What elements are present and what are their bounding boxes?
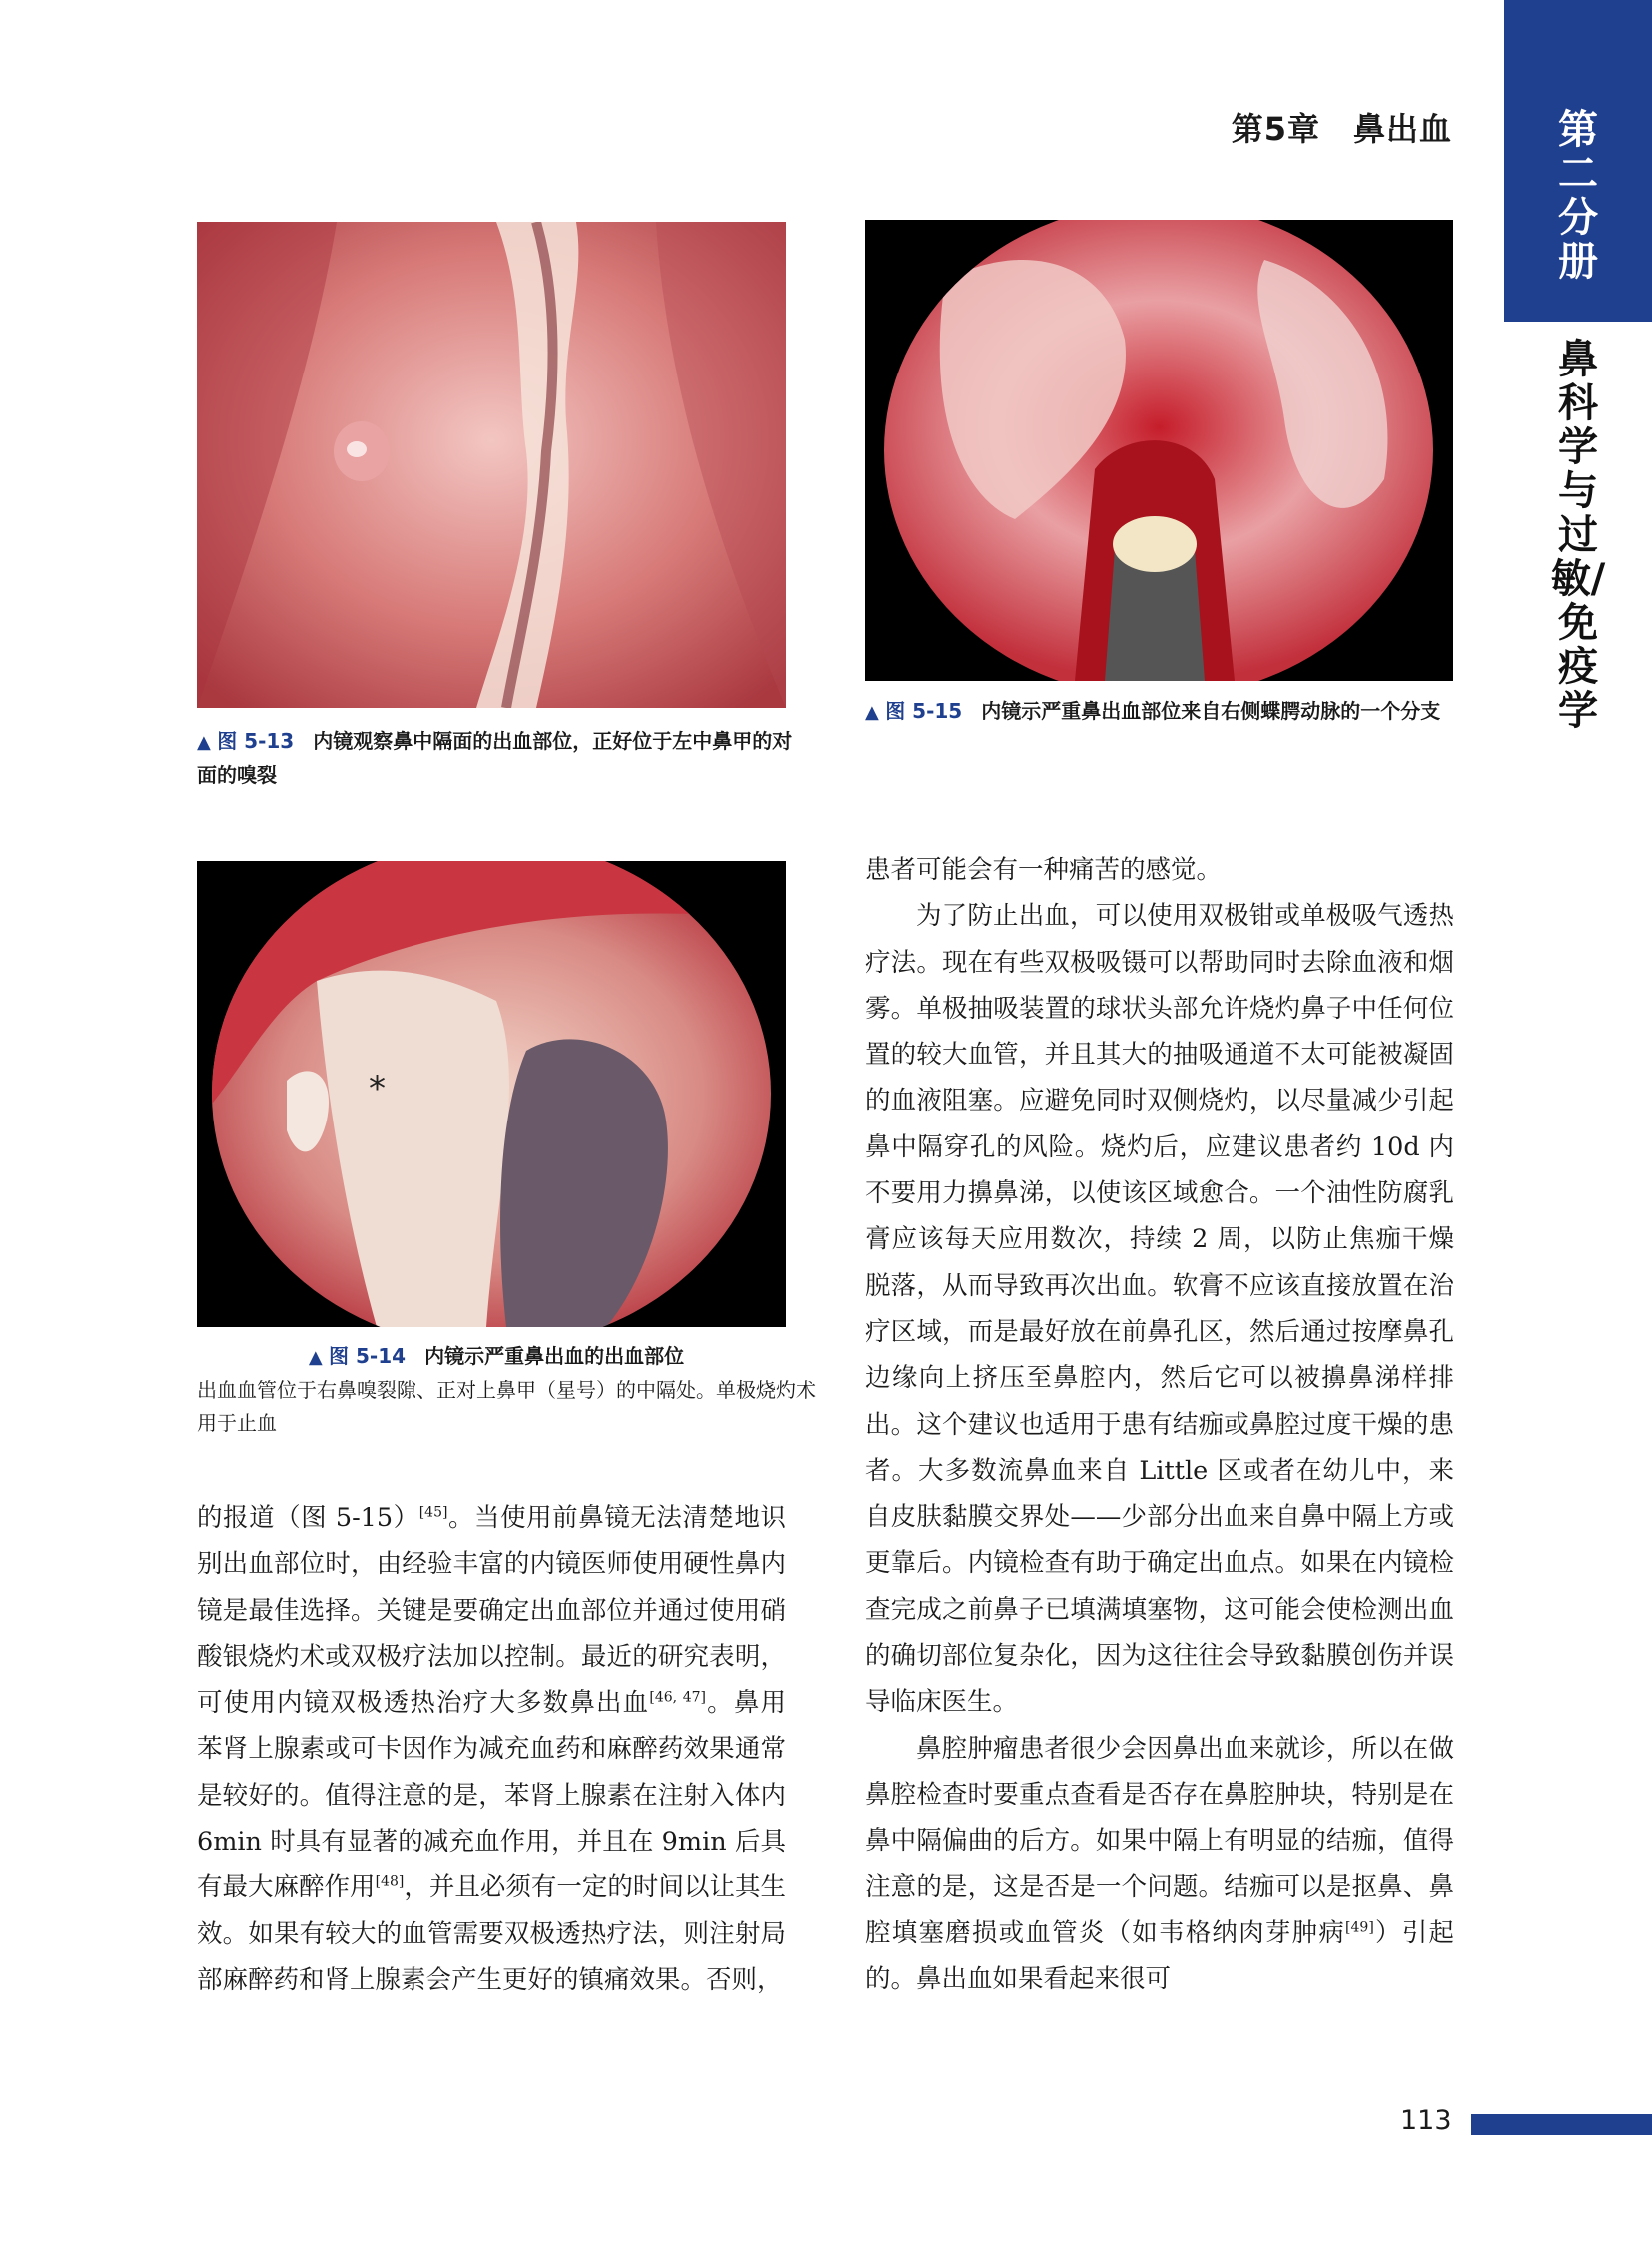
- paragraph: 为了防止出血，可以使用双极钳或单极吸气透热疗法。现在有些双极吸镊可以帮助同时去除血液和烟雾。单极抽吸装置的球状头部允许烧灼鼻子中任何位置的较大血管，并且其大的抽吸通道不太可能被凝固的血液阻塞。应避免同时双侧烧灼，以尽量减少引起鼻中隔穿孔的风险。烧灼后，应建议患者约 10d 内不要用力擤鼻涕，以使该区域愈合。一个油性防腐乳膏应该每天应用数次，持续 2 周，以防止焦痂干燥脱落，从而导致再次出血。软膏不应该直接放置在治疗区域，而是最好放在前鼻孔区，然后通过按摩鼻孔边缘向上挤压至鼻腔内，然后它可以被擤鼻涕样排出。这个建议也适用于患有结痂或鼻腔过度干燥的患者。大多数流鼻血来自 Little 区或者在幼儿中，来自皮肤黏膜交界处——少部分出血来自鼻中隔上方或更靠后。内镜检查有助于确定出血点。如果在内镜检查完成之前鼻子已填满填塞物，这可能会使检测出血的确切部位复杂化，因为这往往会导致黏膜创伤并误导临床医生。: [865, 901, 1454, 1718]
- reference-45: [45]: [418, 1504, 448, 1521]
- figure-5-13-caption: [197, 725, 796, 792]
- page-number: 113: [1400, 2105, 1452, 2136]
- figure-5-15-caption: [865, 695, 1464, 729]
- figure-number: 图 5-14: [329, 1344, 407, 1368]
- reference-48: [48]: [375, 1873, 405, 1890]
- triangle-marker-icon: ▲: [197, 732, 211, 753]
- text-run: ）引起的。鼻出血如果看起来很可: [865, 1917, 1454, 1995]
- reference-46-47: [46, 47]: [649, 1689, 706, 1706]
- triangle-marker-icon: ▲: [308, 1347, 323, 1368]
- figure-5-14-caption: [197, 1340, 816, 1440]
- right-text-column: [865, 847, 1454, 2002]
- figure-title: 内镜示严重鼻出血的出血部位: [424, 1344, 685, 1368]
- figure-5-14-image: [197, 861, 786, 1327]
- paragraph: [865, 1726, 1454, 2003]
- figure-5-13-image: [197, 222, 786, 708]
- text-run: 。当使用前鼻镜无法清楚地识别出血部位时，由经验丰富的内镜医师使用硬性鼻内镜是最佳选择。关键是要确定出血部位并通过使用硝酸银烧灼术或双极疗法加以控制。最近的研究表明，可使用内镜双极透热治疗大多数鼻出血: [197, 1503, 786, 1719]
- figure-title: 内镜观察鼻中隔面的出血部位，正好位于左中鼻甲的对面的嗅裂: [197, 729, 793, 787]
- figure-description: 出血血管位于右鼻嗅裂隙、正对上鼻甲（星号）的中隔处。单极烧灼术用于止血: [197, 1378, 816, 1435]
- figure-title: 内镜示严重鼻出血部位来自右侧蝶腭动脉的一个分支: [981, 699, 1441, 723]
- paragraph: 患者可能会有一种痛苦的感觉。: [865, 855, 1223, 885]
- triangle-marker-icon: ▲: [865, 702, 879, 723]
- figure-number: 图 5-15: [885, 699, 963, 723]
- text-run: 。鼻用苯肾上腺素或可卡因作为减充血药和麻醉药效果通常是较好的。值得注意的是，苯肾上腺素在注射入体内 6min 时具有显著的减充血作用，并且在 9min 后具有最大麻醉作用: [197, 1688, 786, 1903]
- figure-5-15-image: [865, 220, 1453, 681]
- section-tab-label: 第二分册: [1558, 107, 1598, 285]
- page-bar: [1471, 2114, 1652, 2135]
- reference-49: [49]: [1345, 1919, 1374, 1936]
- text-run: 鼻腔肿瘤患者很少会因鼻出血来就诊，所以在做鼻腔检查时要重点查看是否存在鼻腔肿块，特别是在鼻中隔偏曲的后方。如果中隔上有明显的结痂，值得注意的是，这是否是一个问题。结痂可以是抠鼻、鼻腔填塞磨损或血管炎（如韦格纳肉芽肿病: [865, 1733, 1454, 1948]
- section-vertical-title: 鼻科学与过敏/免疫学: [1550, 337, 1606, 734]
- paragraph: [197, 1495, 786, 2003]
- text-run: 的报道（图 5-15）: [197, 1503, 419, 1533]
- septum-star-marker: *: [369, 1069, 386, 1109]
- text-run: ，并且必须有一定的时间以让其生效。如果有较大的血管需要双极透热疗法，则注射局部麻醉药和肾上腺素会产生更好的镇痛效果。否则，: [197, 1872, 786, 1995]
- figure-number: 图 5-13: [217, 729, 295, 753]
- left-text-column: [197, 1495, 786, 2003]
- chapter-heading: 第5章 鼻出血: [1231, 110, 1452, 148]
